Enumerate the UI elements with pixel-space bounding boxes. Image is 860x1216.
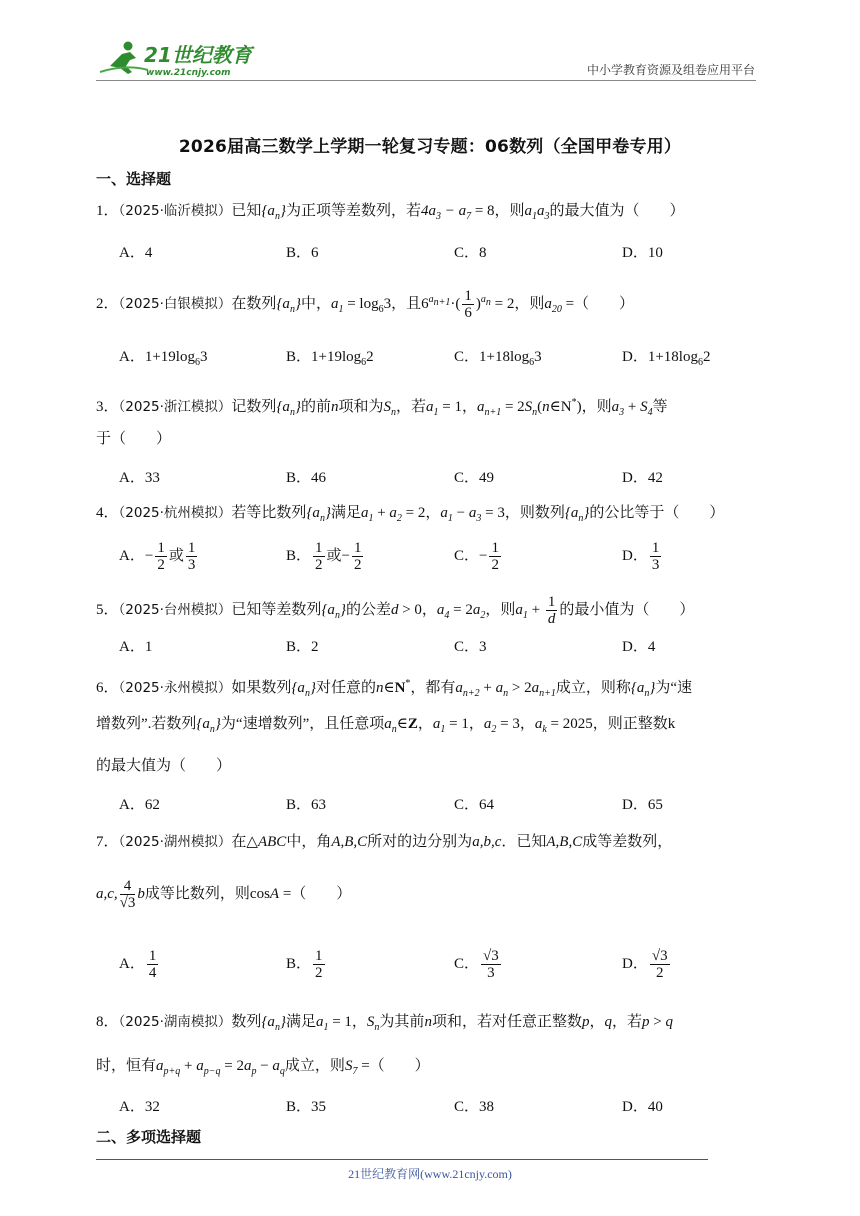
- section-heading: 二、多项选择题: [96, 1128, 202, 1146]
- footer-link[interactable]: 21世纪教育网(www.21cnjy.com): [348, 1167, 512, 1181]
- question-number: 4．: [96, 505, 119, 521]
- question-source: （2025·白银模拟）: [118, 295, 232, 312]
- option-d: D．65: [622, 797, 663, 813]
- header-divider: [96, 80, 756, 81]
- option-a: A． $\frac{1}{4}$: [119, 948, 157, 981]
- option-b: B． $\frac{1}{2}$: [286, 948, 323, 981]
- option-c: C．64: [454, 797, 495, 813]
- question-source: （2025·永州模拟）: [118, 680, 232, 696]
- logo-url: www.21cnjy.com: [146, 68, 231, 78]
- question-source: （2025·浙江模拟）: [118, 399, 232, 415]
- option-b: B．35: [286, 1099, 327, 1115]
- option-c: C． $\frac{√3}{3}$: [454, 948, 499, 981]
- question-6-cont: 增数列”.若数列$\{a_n\}$为“速增数列”，且任意项$a_n\in Z$，$a_1 = 1$，$a_2 = 3$，$a_k = 2025$，则正整数k: [96, 716, 676, 735]
- question-source: （2025·湖南模拟）: [118, 1014, 232, 1030]
- question-8-cont: 时，恒有$a_{p+q} + a_{p-q} = 2a_p - a_q$成立，则$S_7$ =（ ）: [96, 1058, 430, 1077]
- question-2: 2．（2025·白银模拟）在数列$\{a_n\}$中，$a_1 = \log_63$，且$6^{a_{n+1}}\cdot$( $\frac{1}{6}$ )$^{a_n}$ = 2，则$a_{20}$ =（ ）: [96, 288, 635, 321]
- option-b: B．$1+19\log_62$: [286, 349, 374, 368]
- question-3-cont: 于（ ）: [96, 431, 172, 447]
- question-5: 5．（2025·台州模拟）已知等差数列$\{a_n\}$的公差d > 0，$a_4 = 2a_2$，则$a_1$ + $\frac{1}{d}$ 的最小值为（ ）: [96, 594, 695, 627]
- option-d: D．42: [622, 470, 663, 486]
- footer-divider: [96, 1159, 708, 1160]
- header-tagline: 中小学教育资源及组卷应用平台: [586, 63, 755, 77]
- option-d: D． $\frac{1}{3}$: [622, 540, 660, 573]
- question-number: 1．: [96, 203, 119, 219]
- option-a: A．− $\frac{1}{2}$ 或 $\frac{1}{3}$: [119, 540, 196, 573]
- question-number: 8．: [96, 1014, 119, 1030]
- option-a: A．$1+19\log_63$: [119, 349, 208, 368]
- section-heading: 一、选择题: [96, 170, 172, 188]
- option-d: D．$1+18\log_62$: [622, 349, 711, 368]
- option-d: D．40: [622, 1099, 663, 1115]
- question-source: （2025·台州模拟）: [118, 601, 232, 618]
- question-3: 3．（2025·浙江模拟）记数列$\{a_n\}$的前n项和为$S_n$，若$a_1 = 1$，$a_{n+1}$ = $2S_n(n\in N^*)$，则$a_3 + S_4$等: [96, 397, 668, 418]
- option-c: C．− $\frac{1}{2}$: [454, 540, 499, 573]
- option-c: C．$1+18\log_63$: [454, 349, 542, 368]
- option-b: B．6: [286, 245, 319, 261]
- question-7: 7．（2025·湖州模拟）在△ABC中，角A,B,C所对的边分别为a,b,c．已知A,B,C成等差数列，: [96, 834, 673, 850]
- option-a: A．4: [119, 245, 153, 261]
- option-d: D．10: [622, 245, 663, 261]
- question-number: 5．: [96, 601, 119, 618]
- option-b: B．2: [286, 639, 319, 655]
- question-number: 3．: [96, 399, 119, 415]
- site-logo: [96, 36, 256, 80]
- question-7-cont: a,c, $\frac{4}{√3}$ b成等比数列，则cosA =（ ）: [96, 878, 352, 911]
- option-a: A．32: [119, 1099, 160, 1115]
- option-c: C．8: [454, 245, 487, 261]
- question-source: （2025·杭州模拟）: [118, 505, 232, 521]
- page-title: 2026届高三数学上学期一轮复习专题：06数列（全国甲卷专用）: [178, 137, 682, 157]
- logo-text: 21世纪教育: [144, 43, 252, 67]
- option-b: B．63: [286, 797, 327, 813]
- question-number: 7．: [96, 834, 119, 850]
- option-c: C．49: [454, 470, 495, 486]
- question-6: 6．（2025·永州模拟）如果数列$\{a_n\}$对任意的n∈N*，都有$a_{n+2} + a_n > 2a_{n+1}$成立，则称$\{a_n\}$为“速: [96, 678, 693, 699]
- option-b: B． $\frac{1}{2}$ 或− $\frac{1}{2}$: [286, 540, 362, 573]
- option-c: C．3: [454, 639, 487, 655]
- option-b: B．46: [286, 470, 327, 486]
- question-number: 2．: [96, 295, 119, 312]
- question-8: 8．（2025·湖南模拟）数列$\{a_n\}$满足$a_1 = 1$，$S_n$为其前n项和，若对任意正整数p，q，若p > q: [96, 1014, 673, 1033]
- option-d: D．4: [622, 639, 656, 655]
- question-source: （2025·临沂模拟）: [118, 203, 232, 219]
- option-a: A．33: [119, 470, 160, 486]
- option-a: A．1: [119, 639, 153, 655]
- question-6-cont2: 的最大值为（ ）: [96, 758, 232, 774]
- question-1: 1．（2025·临沂模拟）已知$\{a_n\}$为正项等差数列，若$4a_3 - a_7 = 8$，则$a_1a_3$的最大值为（ ）: [96, 203, 685, 222]
- question-source: （2025·湖州模拟）: [118, 834, 232, 850]
- option-a: A．62: [119, 797, 160, 813]
- option-d: D． $\frac{√3}{2}$: [622, 948, 668, 981]
- question-4: 4．（2025·杭州模拟）若等比数列$\{a_n\}$满足$a_1 + a_2 = 2$，$a_1 - a_3 = 3$，则数列$\{a_n\}$的公比等于（ ）: [96, 505, 725, 524]
- option-c: C．38: [454, 1099, 495, 1115]
- question-number: 6．: [96, 680, 119, 696]
